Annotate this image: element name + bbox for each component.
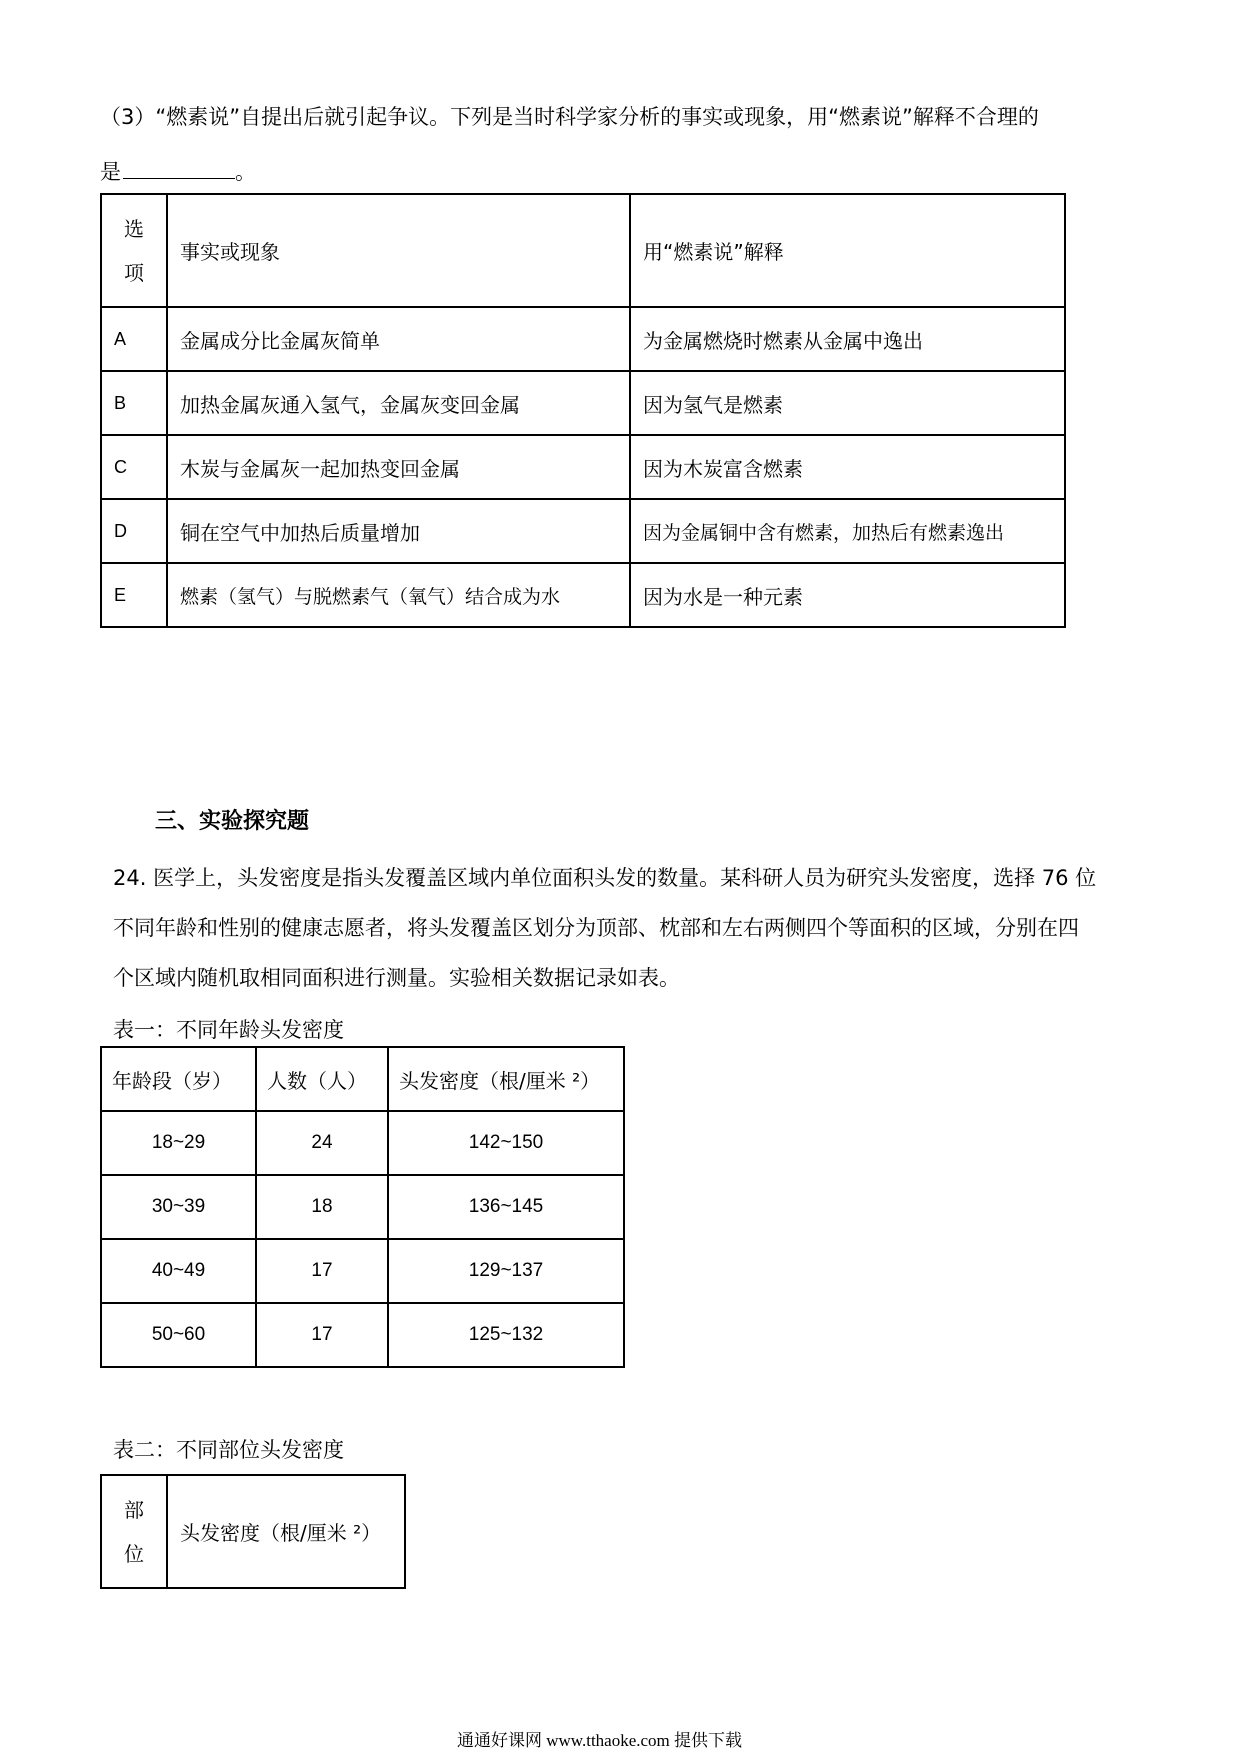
option-label: A (101, 307, 167, 371)
fact-cell: 金属成分比金属灰简单 (167, 307, 630, 371)
header-explanation: 用“燃素说”解释 (630, 194, 1065, 307)
table-2-caption: 表二：不同部位头发密度 (113, 1438, 344, 1462)
age-cell: 50~60 (101, 1303, 256, 1367)
header-option: 选 项 (101, 194, 167, 307)
count-cell: 24 (256, 1111, 388, 1175)
header-density: 头发密度（根/厘米 ²） (167, 1475, 405, 1588)
fact-cell: 木炭与金属灰一起加热变回金属 (167, 435, 630, 499)
table-header-row (101, 194, 1065, 307)
region-density-table (100, 1474, 406, 1589)
table-1-caption: 表一：不同年龄头发密度 (113, 1018, 344, 1042)
fact-cell: 铜在空气中加热后质量增加 (167, 499, 630, 563)
question-3-line-2 (100, 160, 256, 183)
header-density: 头发密度（根/厘米 ²） (388, 1047, 624, 1111)
age-cell: 30~39 (101, 1175, 256, 1239)
question-24-line-2: 不同年龄和性别的健康志愿者，将头发覆盖区划分为顶部、枕部和左右两侧四个等面积的区域，分别在四 (113, 916, 1079, 940)
explanation-cell: 因为金属铜中含有燃素，加热后有燃素逸出 (630, 499, 1065, 563)
age-cell: 40~49 (101, 1239, 256, 1303)
question-3-suffix: 。 (235, 160, 256, 184)
phlogiston-table (100, 193, 1066, 628)
table-row (101, 307, 1065, 371)
table-header-row (101, 1475, 405, 1588)
header-fact: 事实或现象 (167, 194, 630, 307)
density-cell: 125~132 (388, 1303, 624, 1367)
answer-blank (123, 160, 235, 179)
explanation-cell: 为金属燃烧时燃素从金属中逸出 (630, 307, 1065, 371)
age-density-table (100, 1046, 625, 1368)
density-cell: 136~145 (388, 1175, 624, 1239)
section-title: 三、实验探究题 (155, 809, 310, 834)
age-cell: 18~29 (101, 1111, 256, 1175)
question-3-line-1: （3）“燃素说”自提出后就引起争议。下列是当时科学家分析的事实或现象，用“燃素说”解释不合理的 (100, 105, 1039, 129)
option-label: D (101, 499, 167, 563)
table-row (101, 1111, 624, 1175)
option-label: C (101, 435, 167, 499)
option-label: E (101, 563, 167, 627)
table-row (101, 1175, 624, 1239)
count-cell: 17 (256, 1303, 388, 1367)
option-label: B (101, 371, 167, 435)
fact-cell: 加热金属灰通入氢气，金属灰变回金属 (167, 371, 630, 435)
question-24-line-3: 个区域内随机取相同面积进行测量。实验相关数据记录如表。 (113, 966, 680, 990)
count-cell: 18 (256, 1175, 388, 1239)
footer-credit: 通通好课网 www.tthaoke.com 提供下载 (457, 1731, 743, 1750)
question-3-prefix: 是 (100, 160, 121, 184)
table-row (101, 371, 1065, 435)
explanation-cell: 因为水是一种元素 (630, 563, 1065, 627)
table-row (101, 1303, 624, 1367)
question-24-line-1: 24. 医学上，头发密度是指头发覆盖区域内单位面积头发的数量。某科研人员为研究头发密度，选择 76 位 (113, 866, 1097, 890)
table-header-row (101, 1047, 624, 1111)
table-row (101, 499, 1065, 563)
table-row (101, 563, 1065, 627)
density-cell: 142~150 (388, 1111, 624, 1175)
count-cell: 17 (256, 1239, 388, 1303)
header-count: 人数（人） (256, 1047, 388, 1111)
header-age-range: 年龄段（岁） (101, 1047, 256, 1111)
explanation-cell: 因为木炭富含燃素 (630, 435, 1065, 499)
header-part: 部 位 (101, 1475, 167, 1588)
table-row (101, 1239, 624, 1303)
explanation-cell: 因为氢气是燃素 (630, 371, 1065, 435)
density-cell: 129~137 (388, 1239, 624, 1303)
fact-cell: 燃素（氢气）与脱燃素气（氧气）结合成为水 (167, 563, 630, 627)
table-row (101, 435, 1065, 499)
